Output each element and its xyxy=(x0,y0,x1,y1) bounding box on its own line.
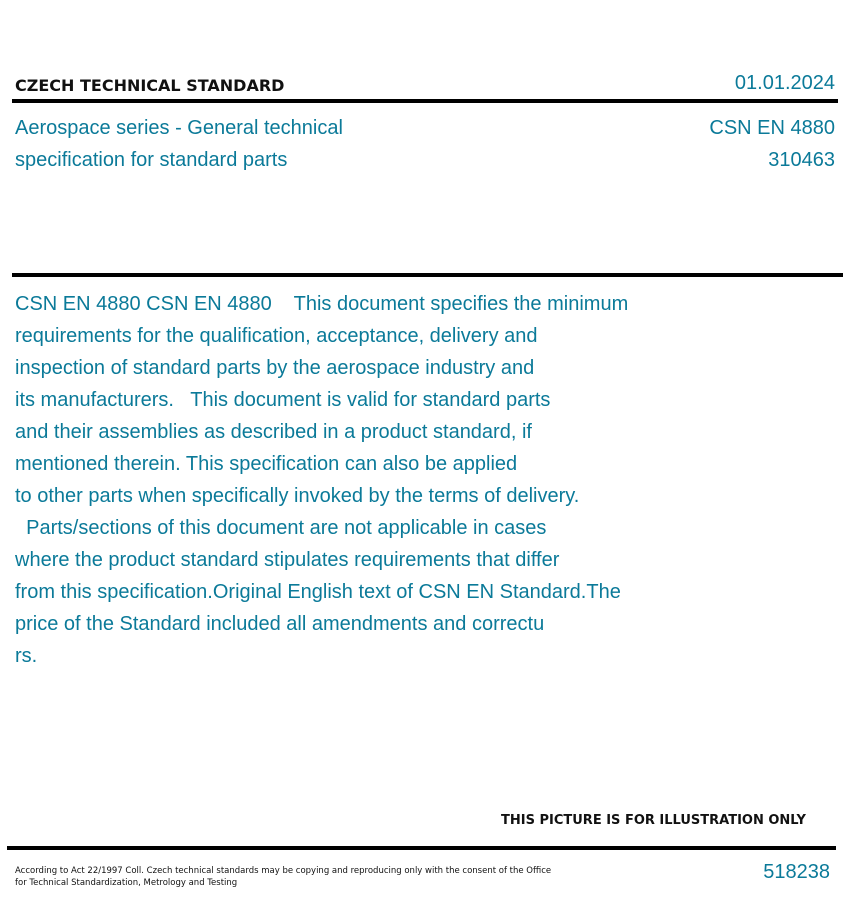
header-rule xyxy=(12,99,838,103)
abstract-line: price of the Standard included all amendments and correctu xyxy=(15,613,545,635)
standard-title-line-1: Aerospace series - General technical xyxy=(15,117,343,139)
abstract-line: from this specification.Original English text of CSN EN Standard.The xyxy=(15,581,621,603)
illustration-disclaimer: THIS PICTURE IS FOR ILLUSTRATION ONLY xyxy=(501,813,806,828)
legal-notice-line: for Technical Standardization, Metrology and Testing xyxy=(15,878,238,888)
abstract-line: and their assemblies as described in a product standard, if xyxy=(15,421,532,443)
abstract-line: where the product standard stipulates requirements that differ xyxy=(15,549,560,571)
abstract-line: Parts/sections of this document are not applicable in cases xyxy=(15,517,547,539)
document-type-heading: CZECH TECHNICAL STANDARD xyxy=(15,76,285,95)
standard-code: CSN EN 4880 xyxy=(709,117,835,139)
document-abstract xyxy=(15,288,715,672)
abstract-line: inspection of standard parts by the aerospace industry and xyxy=(15,357,535,379)
standard-title-line-2: specification for standard parts xyxy=(15,149,288,171)
abstract-line: its manufacturers. This document is valid for standard parts xyxy=(15,389,551,411)
abstract-line: mentioned therein. This specification can also be applied xyxy=(15,453,518,475)
abstract-line: CSN EN 4880 CSN EN 4880 This document specifies the minimum xyxy=(15,293,629,315)
abstract-line: requirements for the qualification, acceptance, delivery and xyxy=(15,325,538,347)
abstract-line: rs. xyxy=(15,645,38,667)
classification-number: 310463 xyxy=(768,149,835,171)
catalog-number: 518238 xyxy=(763,861,830,883)
publication-date: 01.01.2024 xyxy=(734,72,835,94)
legal-notice-line: According to Act 22/1997 Coll. Czech technical standards may be copying and reproducing only with the consent of the Office xyxy=(15,866,552,876)
legal-notice xyxy=(15,865,615,889)
footer-rule xyxy=(7,846,836,850)
section-rule xyxy=(12,273,843,277)
abstract-line: to other parts when specifically invoked by the terms of delivery. xyxy=(15,485,580,507)
